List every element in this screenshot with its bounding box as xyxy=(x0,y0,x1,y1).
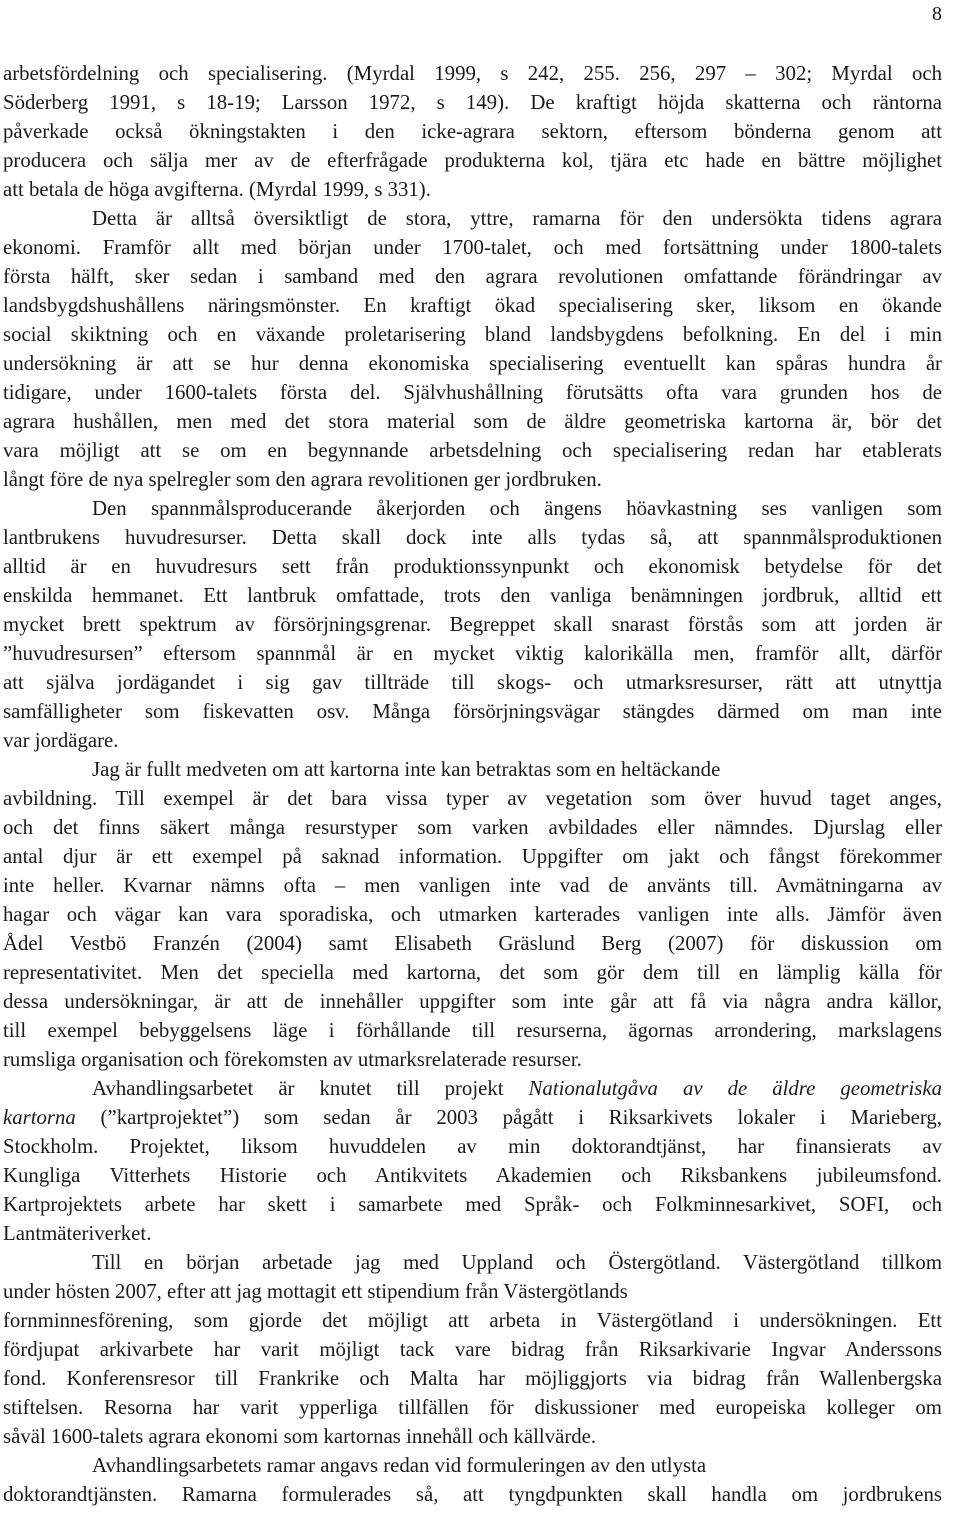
text-line: representativitet. Men det speciella med kartorna, det som gör dem till en lämplig källa för xyxy=(3,961,942,984)
text-line: alltid är en huvudresurs sett från produktionssynpunkt och ekonomisk betydelse för det xyxy=(3,555,942,578)
text-line: var jordägare. xyxy=(3,729,119,752)
body-text xyxy=(0,59,960,1509)
text-line: Den spannmålsproducerande åkerjorden och ängens höavkastning ses vanligen som xyxy=(92,497,942,520)
text-line: såväl 1600-talets agrara ekonomi som kartornas innehåll och källvärde. xyxy=(3,1425,597,1448)
text-line: till exempel bebyggelsens läge i förhållande till resurserna, ägornas arrondering, markslagens xyxy=(3,1019,942,1042)
text-line: avbildning. Till exempel är det bara vissa typer av vegetation som över huvud taget anges, xyxy=(3,787,942,810)
text-line: och det finns säkert många resurstyper som varken avbildades eller nämndes. Djurslag eller xyxy=(3,816,942,839)
text-line: Stockholm. Projektet, liksom huvuddelen av min doktorandtjänst, har finansierats av xyxy=(3,1135,942,1158)
text-line: under hösten 2007, efter att jag mottagit ett stipendium från Västergötlands xyxy=(3,1280,628,1303)
text-line: Kungliga Vitterhets Historie och Antikvitets Akademien och Riksbankens jubileumsfond. xyxy=(3,1164,942,1187)
text-line: Detta är alltså översiktligt de stora, yttre, ramarna för den undersökta tidens agrara xyxy=(92,207,942,230)
text-line: att själva jordägandet i sig gav tillträde till skogs- och utmarksresurser, rätt att utnyttja xyxy=(3,671,942,694)
text-line: stiftelsen. Resorna har varit ypperliga tillfällen för diskussioner med europeiska kolleger om xyxy=(3,1396,942,1419)
text-line: Lantmäteriverket. xyxy=(3,1222,152,1245)
text-line: Ådel Vestbö Franzén (2004) samt Elisabeth Gräslund Berg (2007) för diskussion om xyxy=(3,932,942,955)
text-line: fornminnesförening, som gjorde det möjligt att arbeta in Västergötland i undersökningen. Ett xyxy=(3,1309,942,1332)
text-line: dessa undersökningar, är att de innehåller uppgifter som inte går att få via några andra källor, xyxy=(3,990,942,1013)
text-line: samfälligheter som fiskevatten osv. Många försörjningsvägar stängdes därmed om man inte xyxy=(3,700,942,723)
text-line: första hälft, sker sedan i samband med den agrara revolutionen omfattande förändringar av xyxy=(3,265,942,288)
text-line: rumsliga organisation och förekomsten av utmarksrelaterade resurser. xyxy=(3,1048,582,1071)
text-line: fond. Konferensresor till Frankrike och Malta har möjliggjorts via bidrag från Wallenbergska xyxy=(3,1367,942,1390)
text-line: att betala de höga avgifterna. (Myrdal 1999, s 331). xyxy=(3,178,431,201)
text-line: agrara hushållen, men med det stora material som de äldre geometriska kartorna är, bör det xyxy=(3,410,942,433)
text-line: Jag är fullt medveten om att kartorna inte kan betraktas som en heltäckande xyxy=(92,758,721,781)
text-line xyxy=(0,1103,960,1132)
text-line: mycket brett spektrum av försörjningsgrenar. Begreppet skall snarast förstås som att jorden är xyxy=(3,613,942,636)
text-line: ekonomi. Framför allt med början under 1700-talet, och med fortsättning under 1800-talets xyxy=(3,236,942,259)
text-line: påverkade också ökningstakten i den icke-agrara sektorn, eftersom bönderna genom att xyxy=(3,120,942,143)
text-line: ”huvudresursen” eftersom spannmål är en mycket viktig kalorikälla men, framför allt, därför xyxy=(3,642,942,665)
text-line: social skiktning och en växande proletarisering bland landsbygdens befolkning. En del i min xyxy=(3,323,942,346)
italic-title: Nationalutgåva av de äldre geometriska xyxy=(528,1077,942,1100)
text-line: arbetsfördelning och specialisering. (Myrdal 1999, s 242, 255. 256, 297 – 302; Myrdal och xyxy=(3,62,942,85)
text-line: lantbrukens huvudresurser. Detta skall dock inte alls tydas så, att spannmålsproduktionen xyxy=(3,526,942,549)
page-number: 8 xyxy=(932,3,942,25)
text-line: vara möjligt att se om en begynnande arbetsdelning och specialisering redan har etablerats xyxy=(3,439,942,462)
text-span: Avhandlingsarbetet är knutet till projekt xyxy=(92,1077,529,1100)
text-line: Söderberg 1991, s 18-19; Larsson 1972, s 149). De kraftigt höjda skatterna och räntorna xyxy=(3,91,942,114)
text-line: fördjupat arkivarbete har varit möjligt tack vare bidrag från Riksarkivarie Ingvar Anderssons xyxy=(3,1338,942,1361)
text-line: långt före de nya spelregler som den agrara revolitionen ger jordbruken. xyxy=(3,468,602,491)
text-line: landsbygdshushållens näringsmönster. En kraftigt ökad specialisering sker, liksom en ökande xyxy=(3,294,942,317)
text-line: Kartprojektets arbete har skett i samarbete med Språk- och Folkminnesarkivet, SOFI, och xyxy=(3,1193,942,1216)
text-line: doktorandtjänsten. Ramarna formulerades så, att tyngdpunkten skall handla om jordbrukens xyxy=(3,1483,942,1506)
text-span: (”kartprojektet”) som sedan år 2003 pågått i Riksarkivets lokaler i Marieberg, xyxy=(75,1106,942,1129)
text-line: producera och sälja mer av de efterfrågade produkterna kol, tjära etc hade en bättre möjlighet xyxy=(3,149,942,172)
text-line: antal djur är ett exempel på saknad information. Uppgifter om jakt och fångst förekommer xyxy=(3,845,942,868)
text-line: Till en början arbetade jag med Uppland och Östergötland. Västergötland tillkom xyxy=(92,1251,942,1274)
text-line: hagar och vägar kan vara sporadiska, och utmarken karterades vanligen inte alls. Jämför även xyxy=(3,903,942,926)
text-line: enskilda hemmanet. Ett lantbruk omfattade, trots den vanliga benämningen jordbruk, alltid ett xyxy=(3,584,942,607)
text-line: undersökning är att se hur denna ekonomiska specialisering eventuellt kan spåras hundra år xyxy=(3,352,942,375)
text-line: tidigare, under 1600-talets första del. Självhushållning förutsätts ofta vara grunden hos de xyxy=(3,381,942,404)
text-line: inte heller. Kvarnar nämns ofta – men vanligen inte vad de använts till. Avmätningarna av xyxy=(3,874,942,897)
text-line xyxy=(0,1074,960,1103)
text-line: Avhandlingsarbetets ramar angavs redan vid formuleringen av den utlysta xyxy=(92,1454,707,1477)
italic-title: kartorna xyxy=(3,1106,76,1129)
